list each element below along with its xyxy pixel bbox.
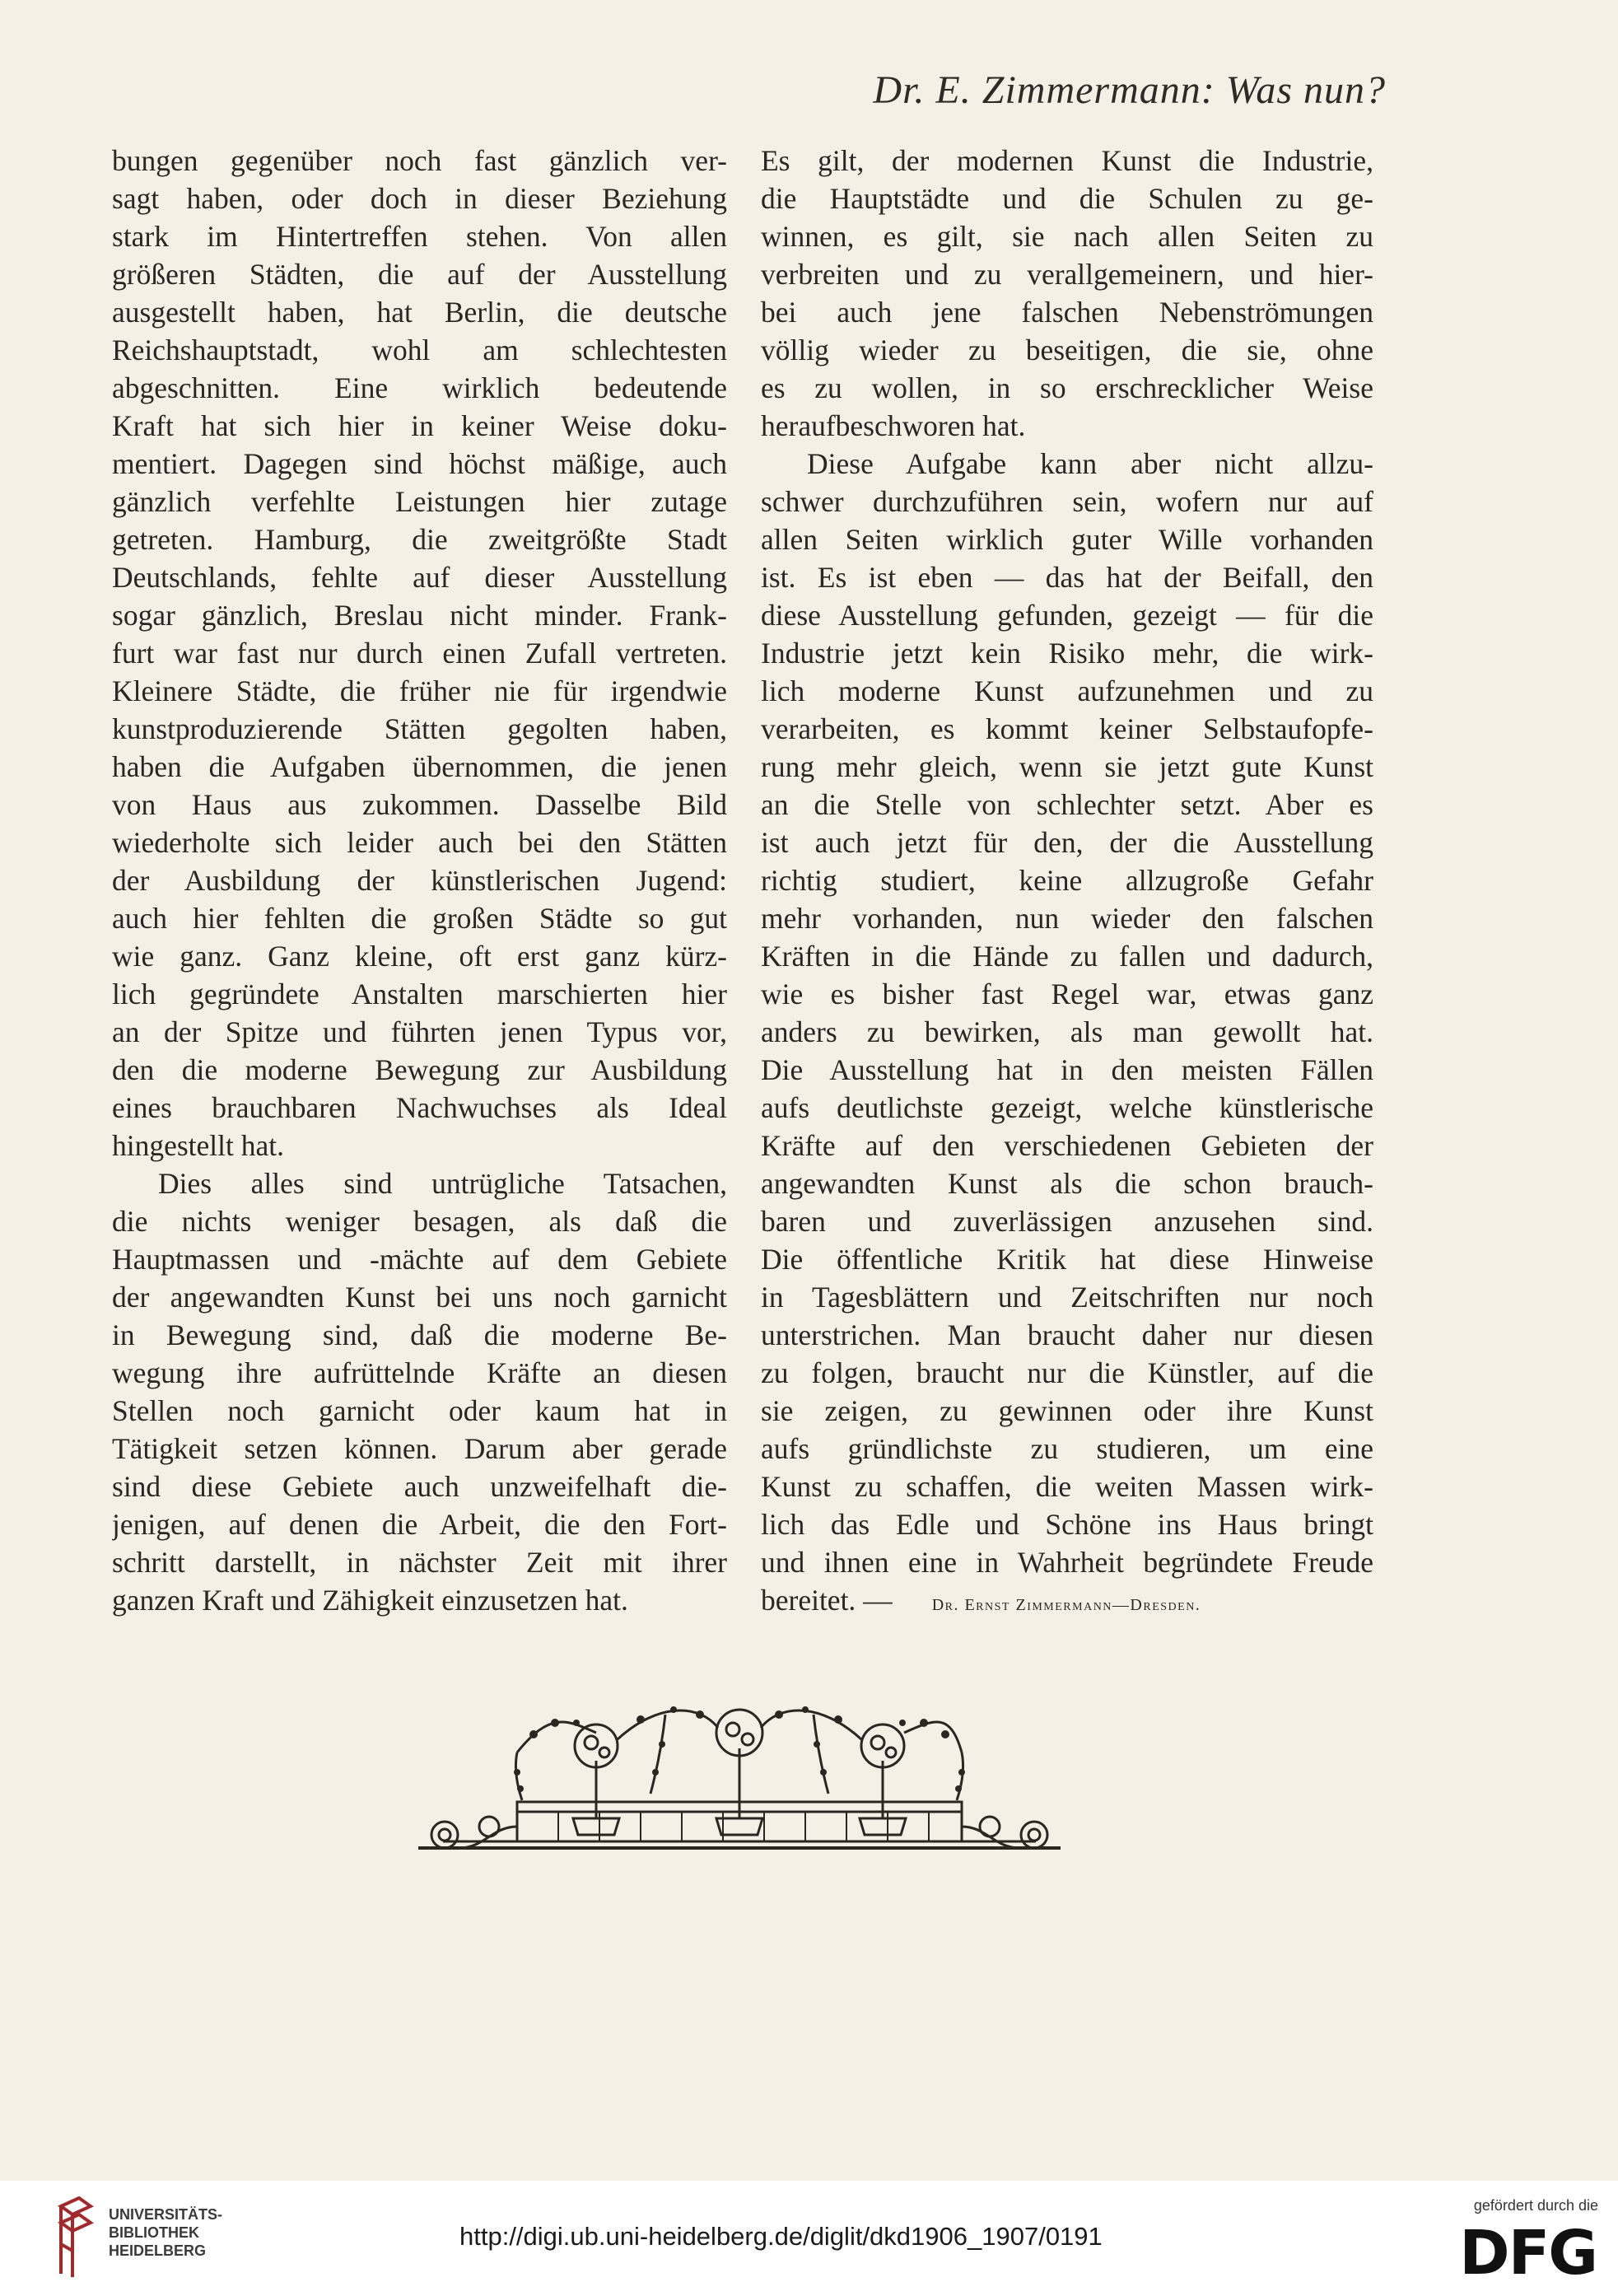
text-line: allen Seiten wirklich guter Wille vorhanden bbox=[761, 523, 1373, 556]
text-line: aufs gründlichste zu studieren, um eine bbox=[761, 1432, 1373, 1465]
text-line: größeren Städten, die auf der Ausstellung bbox=[112, 258, 727, 291]
closing-line bbox=[761, 1581, 1373, 1619]
text-line: Kleinere Städte, die früher nie für irgendwie bbox=[112, 674, 727, 707]
text-line: an der Spitze und führten jenen Typus vor, bbox=[112, 1015, 727, 1048]
text-line: wie ganz. Ganz kleine, oft erst ganz kürz- bbox=[112, 940, 727, 973]
text-line: mentiert. Dagegen sind höchst mäßige, auch bbox=[112, 447, 727, 480]
text-line: Hauptmassen und -mächte auf dem Gebiete bbox=[112, 1243, 727, 1276]
library-name-line3: HEIDELBERG bbox=[109, 2242, 207, 2259]
text-line: wegung ihre aufrüttelnde Kräfte an diesen bbox=[112, 1356, 727, 1389]
text-line: verarbeiten, es kommt keiner Selbstaufopfe- bbox=[761, 712, 1373, 745]
text-line: in Tagesblättern und Zeitschriften nur noch bbox=[761, 1281, 1373, 1314]
text-line: winnen, es gilt, sie nach allen Seiten zu bbox=[761, 220, 1373, 253]
dfg-logo: DFG bbox=[1459, 2218, 1597, 2289]
text-line: ganzen Kraft und Zähigkeit einzusetzen hat. bbox=[112, 1584, 628, 1617]
text-line: getreten. Hamburg, die zweitgrößte Stadt bbox=[112, 523, 727, 556]
text-line: unterstrichen. Man braucht daher nur diesen bbox=[761, 1318, 1373, 1351]
text-line: wiederholte sich leider auch bei den Stätten bbox=[112, 826, 727, 859]
text-line: mehr vorhanden, nun wieder den falschen bbox=[761, 902, 1373, 935]
text-line: hingestellt hat. bbox=[112, 1129, 285, 1162]
text-line: Die öffentliche Kritik hat diese Hinweise bbox=[761, 1243, 1373, 1276]
permalink-url[interactable]: http://digi.ub.uni-heidelberg.de/diglit/dkd1906_1907/0191 bbox=[459, 2222, 1103, 2251]
text-line: Kräfte auf den verschiedenen Gebieten der bbox=[761, 1129, 1373, 1162]
text-line: ausgestellt haben, hat Berlin, die deutsche bbox=[112, 296, 727, 329]
text-line: Diese Aufgabe kann aber nicht allzu- bbox=[807, 447, 1373, 480]
text-line: sogar gänzlich, Breslau nicht minder. Frank- bbox=[112, 599, 727, 632]
text-line: Es gilt, der modernen Kunst die Industrie, bbox=[761, 144, 1373, 177]
text-line: Dies alles sind untrügliche Tatsachen, bbox=[158, 1167, 727, 1200]
text-line: baren und zuverlässigen anzusehen sind. bbox=[761, 1205, 1373, 1238]
text-line: Kunst zu schaffen, die weiten Massen wirk- bbox=[761, 1470, 1373, 1503]
text-line: angewandten Kunst als die schon brauch- bbox=[761, 1167, 1373, 1200]
text-line: Industrie jetzt kein Risiko mehr, die wirk- bbox=[761, 637, 1373, 670]
text-line: Kraft hat sich hier in keiner Weise doku- bbox=[112, 409, 727, 442]
text-line: Die Ausstellung hat in den meisten Fällen bbox=[761, 1053, 1373, 1086]
text-line: haben die Aufgaben übernommen, die jenen bbox=[112, 750, 727, 783]
text-line: sie zeigen, zu gewinnen oder ihre Kunst bbox=[761, 1394, 1373, 1427]
author-signature: Dr. Ernst Zimmermann—Dresden. bbox=[931, 1596, 1201, 1614]
text-line: die nichts weniger besagen, als daß die bbox=[112, 1205, 727, 1238]
running-head: Dr. E. Zimmermann: Was nun? bbox=[873, 68, 1386, 112]
text-line: stark im Hintertreffen stehen. Von allen bbox=[112, 220, 727, 253]
text-line: völlig wieder zu beseitigen, die sie, ohne bbox=[761, 334, 1373, 366]
text-line: schwer durchzuführen sein, wofern nur auf bbox=[761, 485, 1373, 518]
text-line: sagt haben, oder doch in dieser Beziehung bbox=[112, 182, 727, 215]
text-line: und ihnen eine in Wahrheit begründete Freude bbox=[761, 1546, 1373, 1579]
text-line: richtig studiert, keine allzugroße Gefahr bbox=[761, 864, 1373, 897]
library-name-line1: UNIVERSITÄTS- bbox=[109, 2206, 223, 2223]
text-line: Stellen noch garnicht oder kaum hat in bbox=[112, 1394, 727, 1427]
text-line: diese Ausstellung gefunden, gezeigt — für die bbox=[761, 599, 1373, 632]
floral-ornament bbox=[394, 1703, 1085, 1868]
text-line: gänzlich verfehlte Leistungen hier zutage bbox=[112, 485, 727, 518]
text-line: der Ausbildung der künstlerischen Jugend: bbox=[112, 864, 727, 897]
text-line: an die Stelle von schlechter setzt. Aber es bbox=[761, 788, 1373, 821]
text-line: ist. Es ist eben — das hat der Beifall, den bbox=[761, 561, 1373, 594]
closing-text: bereitet. — bbox=[761, 1584, 893, 1617]
text-line: jenigen, auf denen die Arbeit, die den Fort- bbox=[112, 1508, 727, 1541]
text-line: lich gegründete Anstalten marschierten hier bbox=[112, 978, 727, 1010]
text-line: wie es bisher fast Regel war, etwas ganz bbox=[761, 978, 1373, 1010]
funded-by-label: gefördert durch die bbox=[1473, 2197, 1598, 2214]
university-library-logo-icon bbox=[54, 2195, 96, 2281]
text-line: bungen gegenüber noch fast gänzlich ver- bbox=[112, 144, 727, 177]
text-line: abgeschnitten. Eine wirklich bedeutende bbox=[112, 371, 727, 404]
text-line: Kräften in die Hände zu fallen und dadurch, bbox=[761, 940, 1373, 973]
text-line: eines brauchbaren Nachwuchses als Ideal bbox=[112, 1091, 727, 1124]
text-line: Deutschlands, fehlte auf dieser Ausstellung bbox=[112, 561, 727, 594]
text-line: heraufbeschworen hat. bbox=[761, 409, 1026, 442]
library-name-line2: BIBLIOTHEK bbox=[109, 2224, 199, 2241]
right-text-column bbox=[761, 142, 1373, 1619]
left-text-column bbox=[112, 142, 727, 1619]
text-line: es zu wollen, in so erschrecklicher Weise bbox=[761, 371, 1373, 404]
text-line: lich das Edle und Schöne ins Haus bringt bbox=[761, 1508, 1373, 1541]
text-line: kunstproduzierende Stätten gegolten haben, bbox=[112, 712, 727, 745]
text-line: die Hauptstädte und die Schulen zu ge- bbox=[761, 182, 1373, 215]
text-line: zu folgen, braucht nur die Künstler, auf die bbox=[761, 1356, 1373, 1389]
text-line: aufs deutlichste gezeigt, welche künstlerische bbox=[761, 1091, 1373, 1124]
text-line: bei auch jene falschen Nebenströmungen bbox=[761, 296, 1373, 329]
text-line: furt war fast nur durch einen Zufall vertreten. bbox=[112, 637, 727, 670]
text-line: von Haus aus zukommen. Dasselbe Bild bbox=[112, 788, 727, 821]
text-line: den die moderne Bewegung zur Ausbildung bbox=[112, 1053, 727, 1086]
text-line: Tätigkeit setzen können. Darum aber gerade bbox=[112, 1432, 727, 1465]
text-line: auch hier fehlten die großen Städte so gut bbox=[112, 902, 727, 935]
text-line: verbreiten und zu verallgemeinern, und hier- bbox=[761, 258, 1373, 291]
library-name bbox=[109, 2205, 222, 2260]
text-line: anders zu bewirken, als man gewollt hat. bbox=[761, 1015, 1373, 1048]
text-line: in Bewegung sind, daß die moderne Be- bbox=[112, 1318, 727, 1351]
text-line: der angewandten Kunst bei uns noch garnicht bbox=[112, 1281, 727, 1314]
text-line: rung mehr gleich, wenn sie jetzt gute Kunst bbox=[761, 750, 1373, 783]
text-line: sind diese Gebiete auch unzweifelhaft die- bbox=[112, 1470, 727, 1503]
text-line: Reichshauptstadt, wohl am schlechtesten bbox=[112, 334, 727, 366]
text-line: schritt darstellt, in nächster Zeit mit ihrer bbox=[112, 1546, 727, 1579]
text-line: lich moderne Kunst aufzunehmen und zu bbox=[761, 674, 1373, 707]
text-line: ist auch jetzt für den, der die Ausstellung bbox=[761, 826, 1373, 859]
